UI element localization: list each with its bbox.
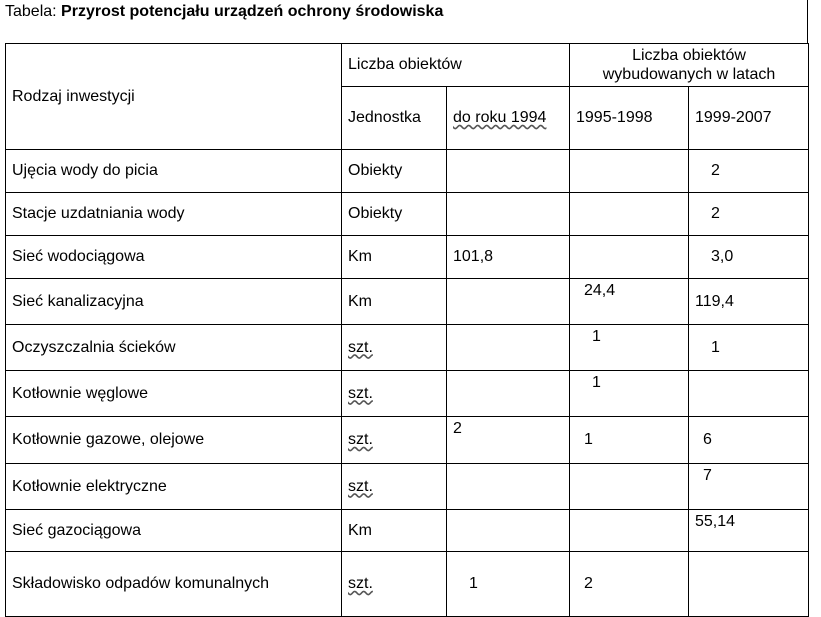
row-name: Kotłownie węglowe [6, 371, 342, 417]
row-1995-1998 [570, 510, 689, 552]
row-name: Ujęcia wody do picia [6, 150, 342, 193]
row-1995-1998 [570, 150, 689, 193]
row-do1994 [447, 279, 570, 325]
row-do1994 [447, 464, 570, 510]
table-row [6, 417, 809, 464]
row-do1994 [447, 193, 570, 236]
header-jednostka: Jednostka [342, 87, 447, 150]
row-1995-1998 [570, 236, 689, 279]
row-name: Składowisko odpadów komunalnych [6, 552, 342, 617]
caption-title: Przyrost potencjału urządzeń ochrony środowiska [61, 3, 444, 20]
row-1999-2007: 7 [689, 464, 809, 510]
row-1999-2007: 119,4 [689, 279, 809, 325]
row-1995-1998: 2 [570, 552, 689, 617]
header-rodzaj: Rodzaj inwestycji [6, 44, 342, 150]
row-1999-2007: 2 [689, 150, 809, 193]
table-row [6, 236, 809, 279]
row-do1994: 1 [447, 552, 570, 617]
row-name: Sieć kanalizacyjna [6, 279, 342, 325]
row-name: Kotłownie elektryczne [6, 464, 342, 510]
table-row [6, 552, 809, 617]
row-name: Oczyszczalnia ścieków [6, 325, 342, 371]
row-unit-text: szt. [348, 384, 373, 402]
row-1999-2007: 2 [689, 193, 809, 236]
row-do1994 [447, 150, 570, 193]
header-1995-1998: 1995-1998 [570, 87, 689, 150]
row-unit [342, 417, 447, 464]
row-do1994: 2 [447, 417, 570, 464]
row-unit-text: szt. [348, 338, 373, 356]
row-unit: Obiekty [342, 193, 447, 236]
row-unit-text: szt. [348, 575, 373, 592]
row-do1994: 101,8 [447, 236, 570, 279]
page-edge-rule [807, 0, 808, 44]
row-1999-2007: 6 [689, 417, 809, 464]
row-1999-2007: 3,0 [689, 236, 809, 279]
table-row [6, 325, 809, 371]
table-row [6, 193, 809, 236]
header-do-roku-text: do roku 1994 [453, 109, 547, 126]
row-unit: Km [342, 510, 447, 552]
table-row [6, 150, 809, 193]
row-unit [342, 325, 447, 371]
row-1999-2007 [689, 371, 809, 417]
row-name: Sieć wodociągowa [6, 236, 342, 279]
caption-prefix: Tabela: [5, 3, 62, 20]
table-row [6, 510, 809, 552]
row-unit [342, 371, 447, 417]
header-wybudowanych-line2: wybudowanych w latach [602, 66, 776, 83]
row-1995-1998: 24,4 [570, 279, 689, 325]
header-1999-2007: 1999-2007 [689, 87, 809, 150]
investment-table [5, 43, 809, 617]
row-unit [342, 552, 447, 617]
row-do1994 [447, 510, 570, 552]
header-do-roku [447, 87, 570, 150]
table-caption [5, 2, 443, 22]
header-wybudowanych [570, 44, 809, 87]
row-unit [342, 464, 447, 510]
row-unit-text: szt. [348, 477, 373, 495]
row-unit: Km [342, 279, 447, 325]
row-do1994 [447, 325, 570, 371]
row-1995-1998: 1 [570, 417, 689, 464]
table-row [6, 279, 809, 325]
row-do1994 [447, 371, 570, 417]
row-1999-2007: 55,14 [689, 510, 809, 552]
header-row-1 [6, 44, 809, 87]
row-unit: Km [342, 236, 447, 279]
row-name: Sieć gazociągowa [6, 510, 342, 552]
row-1995-1998: 1 [570, 325, 689, 371]
row-unit: Obiekty [342, 150, 447, 193]
header-liczba-obiektow: Liczba obiektów [342, 44, 570, 87]
row-1995-1998 [570, 464, 689, 510]
table-row [6, 371, 809, 417]
row-unit-text: szt. [348, 431, 373, 448]
row-name: Kotłownie gazowe, olejowe [6, 417, 342, 464]
row-1995-1998: 1 [570, 371, 689, 417]
table-row [6, 464, 809, 510]
header-wybudowanych-line1: Liczba obiektów [632, 47, 746, 64]
row-1995-1998 [570, 193, 689, 236]
row-name: Stacje uzdatniania wody [6, 193, 342, 236]
row-1999-2007: 1 [689, 325, 809, 371]
row-1999-2007 [689, 552, 809, 617]
